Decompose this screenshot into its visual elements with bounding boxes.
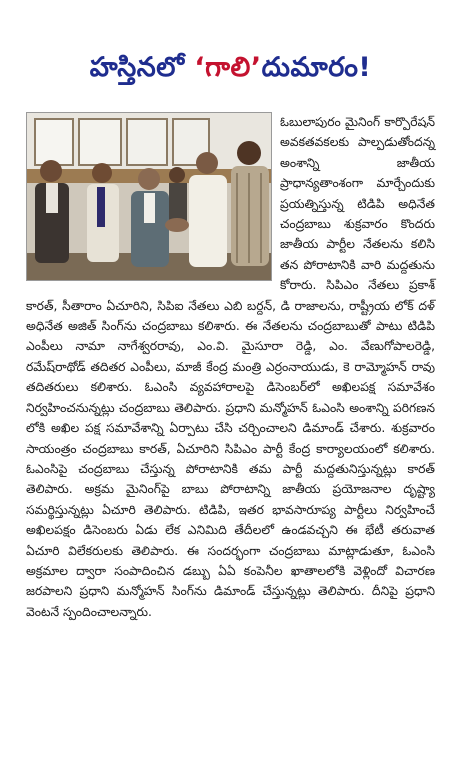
- headline-quoted-word: ‘గాలి’: [194, 52, 262, 83]
- headline-part-1: హస్తినలో: [89, 52, 195, 83]
- article-headline: [26, 0, 435, 92]
- article-body-text: ఓబులాపురం మైనింగ్ కార్పొరేషన్ అవకతవకలకు పాల్పడుతోందన్న అంశాన్ని జాతీయ ప్రాధాన్యతాంశంగా మార్చేందుకు ప్రయత్నిస్తున్న టిడిపి అధినేత చంద్రబాబు శుక్రవారం కొందరు జాతీయ పార్టీల నేతలను కలిసి తన పోరాటానికి వారి మద్దతును కోరారు. సిపిఎం నేతలు ప్రకాశ్ కారత్, సీతారాం ఏచూరిని, సిపిఐ నేతలు ఎబి బర్దన్, డి రాజాలను, రాష్ట్రీయ లోక్ దళ్ అధినేత అజిత్ సింగ్‌ను చంద్రబాబు కలిశారు. ఈ నేతలను చంద్రబాబుతో పాటు టిడిపి ఎంపీలు నామా నాగేశ్వరరావు, ఎం.వి. మైసూరా రెడ్డి, ఎం. వేణుగోపాలరెడ్డి, రమేష్‌రాథోడ్ తదితర ఎంపీలు, మాజీ కేంద్ర మంత్రి ఎర్రంనాయుడు, కె రామ్మోహన్ రావు తదితరులు కలిశారు. ఓఎంసి వ్యవహారాలపై డిసెంబర్‌లో అఖిలపక్ష సమావేశం నిర్వహించనున్నట్లు చంద్రబాబు తెలిపారు. ప్రధాని మన్మోహన్ ఓఎంసి అంశాన్ని పరిగణన లోకి అఖిల పక్ష సమావేశాన్ని ఏర్పాటు చేసి చర్చించాలని డిమాండ్ చేశారు. శుక్రవారం సాయంత్రం చంద్రబాబు కారత్, ఏచూరిని సిపిఎం పార్టీ కేంద్ర కార్యాలయంలో కలిశారు. ఓఎంసిపై చంద్రబాబు చేస్తున్న పోరాటానికి తమ పార్టీ మద్దతునిస్తున్నట్లు కారత్ తెలిపారు. అక్రమ మైనింగ్‌పై బాబు పోరాటాన్ని జాతీయ ప్రయోజనాల దృష్ట్యా సమర్థిస్తున్నట్లు ఏచూరి తెలిపారు. టిడిపి, ఇతర భావసారూప్య పార్టీలు నిర్వహించే అఖిలపక్షం డిసెంబరు ఏడు లేక ఎనిమిది తేదీలలో ఉండవచ్చని ఈ భేటీ తరువాత ఏచూరి విలేకరులకు తెలిపారు. ఈ సందర్భంగా చంద్రబాబు మాట్లాడుతూ, ఓఎంసి అక్రమాల ద్వారా సంపాదించిన డబ్బు ఏఏ కంపెనీల ఖాతాలలోకి వెళ్లిందో విచారణ జరపాలని ప్రధాని మన్మోహన్ సింగ్‌ను డిమాండ్ చేస్తున్నట్లు తెలిపారు. దీనిపై ప్రధాని వెంటనే స్పందించాలన్నారు.: [26, 115, 435, 619]
- headline-part-2: దుమారం!: [261, 52, 372, 83]
- photo-illustration: [27, 113, 271, 280]
- article-photo: [26, 112, 272, 281]
- article-body: [26, 112, 435, 622]
